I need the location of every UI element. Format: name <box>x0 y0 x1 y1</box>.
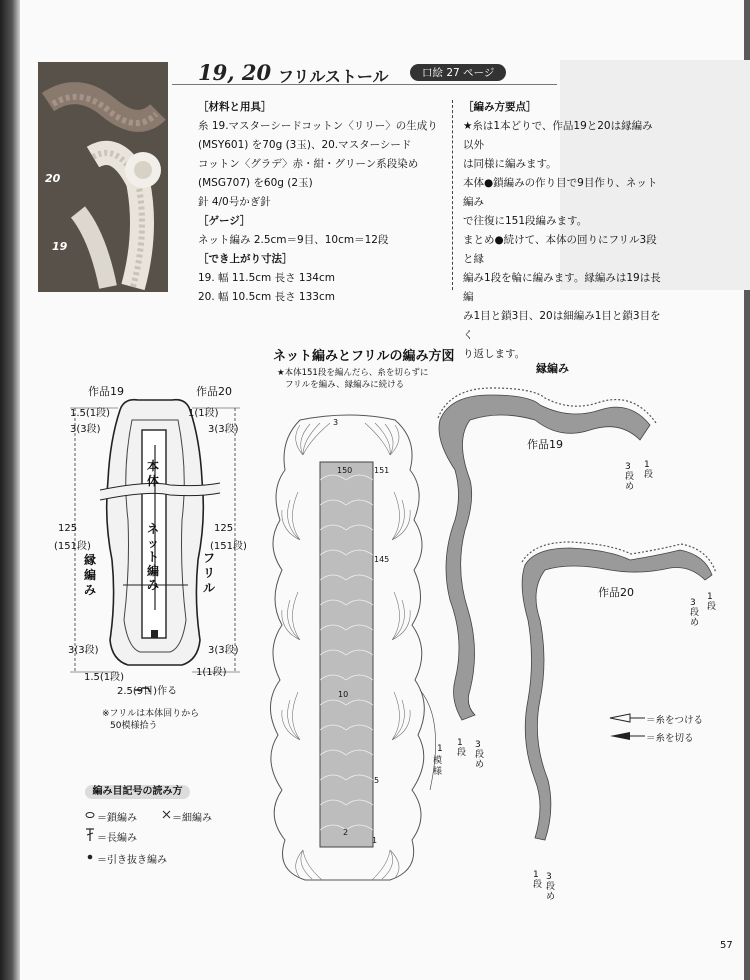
points-heading: ［編み方要点］ <box>463 101 537 113</box>
page-title: フリルストール <box>278 67 389 86</box>
legend-slip-stitch: ＝引き抜き編み <box>97 855 167 866</box>
page-title-number: 19, 20 <box>198 60 272 85</box>
schematic-note-line2: 50模様拾う <box>110 721 158 731</box>
repeat-label: 模様 <box>433 756 443 777</box>
diagram-title: ネット編みとフリルの編み方図 <box>273 349 455 364</box>
materials-line: (MSY601) を70g (3玉)、20.マスターシード <box>198 139 412 151</box>
points-line: 本体●鎖編みの作り目で9目作り、ネット編み <box>463 177 658 208</box>
dim-length-right: 125 <box>214 523 234 534</box>
dim-frill-right: 3(3段) <box>208 424 239 435</box>
edging20-bottom-row3-label: 3段め <box>546 872 556 902</box>
row-label-2: 2 <box>343 828 349 837</box>
gauge-heading: ［ゲージ］ <box>198 215 251 227</box>
size-20: 20. 幅 10.5cm 長さ 133cm <box>198 291 335 303</box>
edging19-row3-label: 3段め <box>625 462 635 492</box>
points-line: で往復に151段編みます。 <box>463 215 588 227</box>
diagram-note <box>277 367 428 391</box>
schematic-frill-label: フリル <box>203 551 216 595</box>
dim-frill-left: 3(3段) <box>70 424 101 435</box>
schematic-edging-label: 縁編み <box>84 553 97 597</box>
materials-line: 針 4/0号かぎ針 <box>198 196 271 208</box>
symbol-legend-heading: 編み目記号の読み方 <box>85 785 190 799</box>
gauge-value: ネット編み 2.5cm＝9目、10cm＝12段 <box>198 234 389 246</box>
row-label-151: 151 <box>374 466 390 475</box>
materials-line: コットン〈グラデ〉赤・紺・グリーン系段染め <box>198 158 419 170</box>
frill-row-count: 3 <box>333 418 339 427</box>
row-label-10: 10 <box>338 690 349 699</box>
materials-heading: ［材料と用具］ <box>198 101 272 113</box>
edging-work20-label: 作品20 <box>598 586 634 599</box>
dim-frill-bottom-left: 3(3段) <box>68 645 99 656</box>
edging20-row1-label: 1段 <box>707 592 717 612</box>
legend-double-crochet: ＝長編み <box>97 833 137 844</box>
photo-label-19: 19 <box>52 240 68 253</box>
legend-single-crochet: ＝細編み <box>172 813 212 824</box>
photo-label-20: 20 <box>45 172 61 185</box>
dim-length-rows-left: (151段) <box>54 541 91 552</box>
row-label-145: 145 <box>374 555 390 564</box>
edging19-row1-label: 1段 <box>644 460 654 480</box>
schematic-note-line1: ※フリルは本体回りから <box>102 709 200 719</box>
diagram-note-line1: ★本体151段を編んだら、糸を切らずに <box>277 368 429 378</box>
legend-cut-thread: ＝糸を切る <box>646 733 694 744</box>
points-line: り返します。 <box>463 348 526 360</box>
diagram-note-line2: フリルを編み、縁編みに続ける <box>285 380 405 390</box>
dim-top-right: 1(1段) <box>188 408 219 419</box>
schematic-work19-label: 作品19 <box>88 385 124 398</box>
page-number: 57 <box>720 940 733 951</box>
edging-work19-label: 作品19 <box>527 438 563 451</box>
points-line: まとめ●続けて、本体の回りにフリル3段と縁 <box>463 234 657 265</box>
repeat-count: 1 <box>437 744 443 754</box>
points-line: は同様に編みます。 <box>463 158 557 170</box>
schematic-net-label: ネット編み <box>147 522 160 592</box>
dim-length-rows-right: (151段) <box>210 541 247 552</box>
thread-legend-graphics <box>610 714 645 740</box>
points-line: ★糸は1本どりで、作品19と20は縁編み以外 <box>463 120 653 151</box>
dim-bottom-left: 1.5(1段) <box>84 672 125 683</box>
edging20-bottom-row1-label: 1段 <box>533 870 543 890</box>
schematic-width-label: 2.5(9目)作る <box>117 686 178 697</box>
schematic-work20-label: 作品20 <box>196 385 232 398</box>
start-chain-mark <box>151 630 158 638</box>
legend-chain-stitch: ＝鎖編み <box>97 813 137 824</box>
schematic-body-label: 本体 <box>147 459 160 488</box>
points-line: 編み1段を輪に編みます。縁編みは19は長編 <box>463 272 661 303</box>
points-line: み1目と鎖3目、20は細編み1目と鎖3目をく <box>463 310 661 341</box>
size-19: 19. 幅 11.5cm 長さ 134cm <box>198 272 335 284</box>
edging19-bottom-row3-label: 3段め <box>475 740 485 770</box>
dim-frill-bottom-right: 3(3段) <box>208 645 239 656</box>
size-heading: ［でき上がり寸法］ <box>198 253 293 265</box>
row-label-5: 5 <box>374 776 380 785</box>
net-stitch-chart <box>270 415 435 880</box>
dim-length-left: 125 <box>58 523 78 534</box>
row-label-150: 150 <box>337 466 353 475</box>
edging20-row3-label: 3段め <box>690 598 700 628</box>
edging19-bottom-row1-label: 1段 <box>457 738 467 758</box>
photo-page-reference: 口絵 27 ページ <box>410 64 506 81</box>
edging-title: 縁編み <box>536 362 569 375</box>
materials-line: 糸 19.マスターシードコットン〈リリー〉の生成り <box>198 120 438 132</box>
dim-top-left: 1.5(1段) <box>70 408 111 419</box>
row-label-1: 1 <box>372 836 378 845</box>
legend-attach-thread: ＝糸をつける <box>646 715 704 726</box>
materials-line: (MSG707) を60g (2玉) <box>198 177 313 189</box>
dim-bottom-right: 1(1段) <box>196 667 227 678</box>
